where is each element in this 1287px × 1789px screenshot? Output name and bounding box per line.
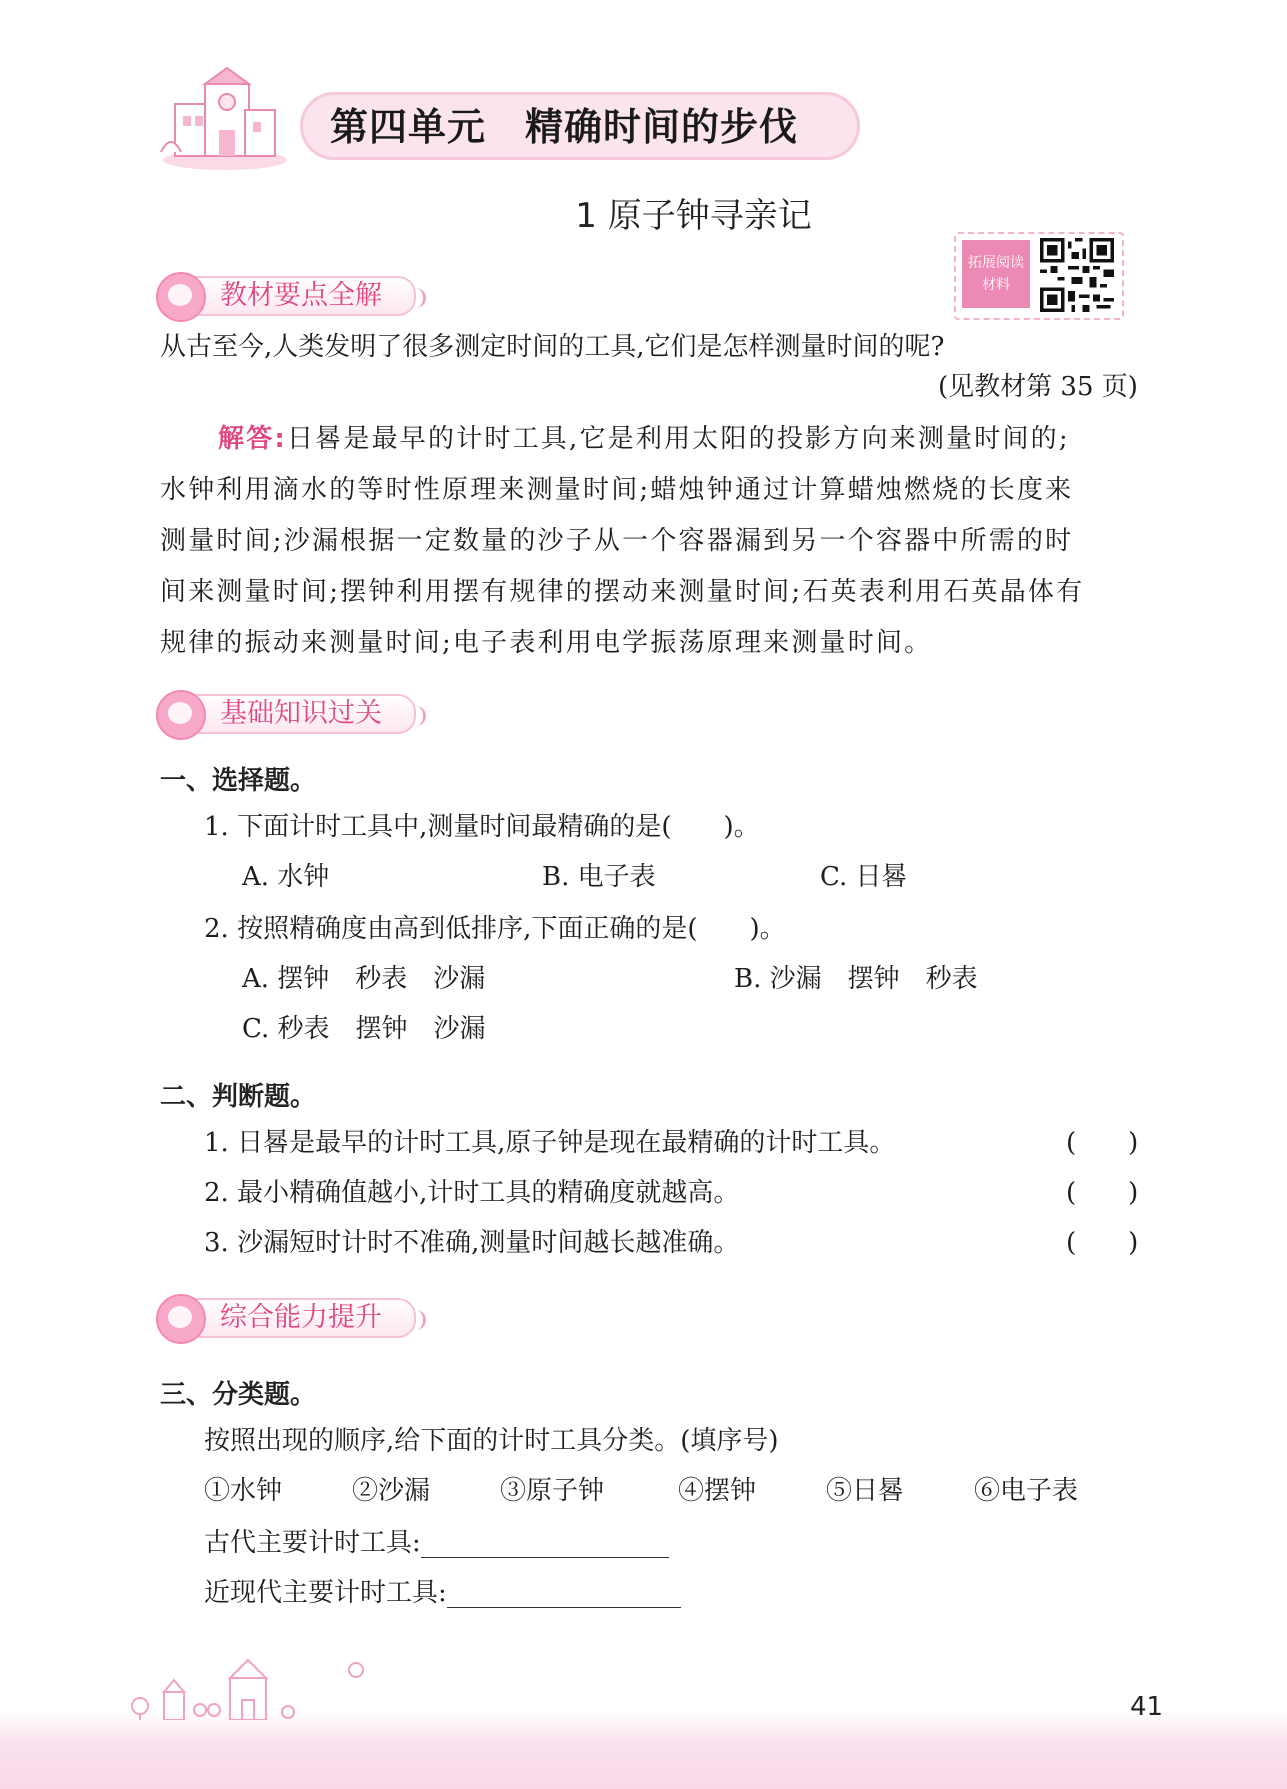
judgment-1: 1. 日晷是最早的计时工具,原子钟是现在最精确的计时工具。: [204, 1128, 896, 1158]
cartoon-badge-icon: [156, 690, 206, 740]
answer-text: 日晷是最早的计时工具,它是利用太阳的投影方向来测量时间的;: [287, 424, 1070, 454]
judgment-2: 2. 最小精确值越小,计时工具的精确度就越高。: [204, 1178, 740, 1208]
answer-line-4: 间来测量时间;摆钟利用摆有规律的摆动来测量时间;石英表利用石英晶体有: [160, 577, 1085, 607]
answer-line-5: 规律的振动来测量时间;电子表利用电学振荡原理来测量时间。: [160, 628, 933, 658]
modern-tools-row: [204, 1578, 681, 1608]
page-number: 41: [1130, 1692, 1164, 1722]
answer-label: 解答:: [218, 424, 287, 454]
option-q1-c[interactable]: C. 日晷: [820, 862, 908, 892]
cartoon-badge-icon: [156, 1294, 206, 1344]
judgment-3: 3. 沙漏短时计时不准确,测量时间越长越准确。: [204, 1228, 740, 1258]
judgment-2-answer-box[interactable]: ( ): [1066, 1178, 1139, 1208]
footer-band: [0, 1710, 1287, 1789]
option-hourglass: ②沙漏: [352, 1476, 431, 1506]
textbook-question: 从古至今,人类发明了很多测定时间的工具,它们是怎样测量时间的呢?: [160, 332, 945, 362]
part2-heading: 二、判断题。: [160, 1082, 317, 1112]
unit-title: 第四单元 精确时间的步伐: [330, 105, 799, 149]
option-pendulum-clock: ④摆钟: [678, 1476, 757, 1506]
answer-line-3: 测量时间;沙漏根据一定数量的沙子从一个容器漏到另一个容器中所需的时: [160, 526, 1074, 556]
extended-reading-label: 拓展阅读材料: [962, 240, 1030, 308]
option-q2-a[interactable]: A. 摆钟 秒表 沙漏: [242, 964, 486, 994]
option-electronic-watch: ⑥电子表: [974, 1476, 1079, 1506]
option-water-clock: ①水钟: [204, 1476, 283, 1506]
modern-tools-label: 近现代主要计时工具:: [204, 1578, 447, 1608]
ancient-tools-label: 古代主要计时工具:: [204, 1528, 421, 1558]
part3-heading: 三、分类题。: [160, 1380, 317, 1410]
section-title: 综合能力提升: [220, 1302, 382, 1333]
part1-heading: 一、选择题。: [160, 766, 317, 796]
answer-line-2: 水钟利用滴水的等时性原理来测量时间;蜡烛钟通过计算蜡烛燃烧的长度来: [160, 475, 1074, 505]
option-q1-a[interactable]: A. 水钟: [242, 862, 330, 892]
qr-code-icon[interactable]: [1040, 238, 1114, 312]
classification-instruction: 按照出现的顺序,给下面的计时工具分类。(填序号): [204, 1426, 779, 1456]
answer-line-1: [218, 424, 1070, 454]
option-q2-b[interactable]: B. 沙漏 摆钟 秒表: [734, 964, 978, 994]
lesson-title: 1 原子钟寻亲记: [575, 196, 812, 236]
section-header-basics: [160, 692, 416, 736]
textbook-reference: (见教材第 35 页): [938, 372, 1138, 402]
section-title: 基础知识过关: [220, 698, 382, 729]
option-q1-b[interactable]: B. 电子表: [542, 862, 656, 892]
option-sundial: ⑤日晷: [826, 1476, 905, 1506]
section-title: 教材要点全解: [220, 280, 382, 311]
town-illustration-icon: [120, 1650, 450, 1720]
judgment-1-answer-box[interactable]: ( ): [1066, 1128, 1139, 1158]
judgment-3-answer-box[interactable]: ( ): [1066, 1228, 1139, 1258]
question-2: 2. 按照精确度由高到低排序,下面正确的是( )。: [204, 914, 786, 944]
question-1: 1. 下面计时工具中,测量时间最精确的是( )。: [204, 812, 760, 842]
option-atomic-clock: ③原子钟: [500, 1476, 605, 1506]
cartoon-badge-icon: [156, 272, 206, 322]
option-q2-c[interactable]: C. 秒表 摆钟 沙漏: [242, 1014, 486, 1044]
modern-tools-blank[interactable]: [447, 1581, 681, 1608]
section-header-comprehensive: [160, 1296, 416, 1340]
castle-illustration-icon: [155, 64, 295, 174]
ancient-tools-blank[interactable]: [421, 1531, 669, 1558]
ancient-tools-row: [204, 1528, 669, 1558]
section-header-textbook-points: [160, 274, 416, 318]
